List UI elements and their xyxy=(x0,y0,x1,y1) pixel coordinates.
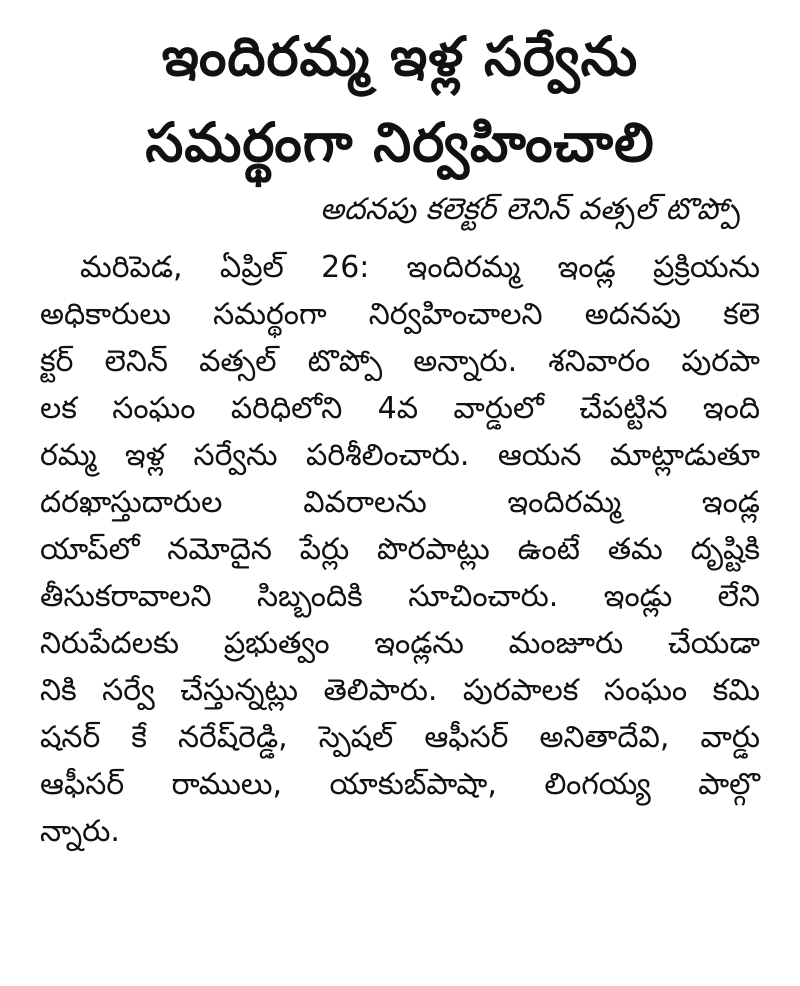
headline xyxy=(40,14,760,186)
body-line: ఆఫీసర్ రాములు, యాకుబ్‌పాషా, లింగయ్య పాల్గొ xyxy=(40,767,760,802)
body-line: రమ్మ ఇళ్ల సర్వేను పరిశీలించారు. ఆయన మాట్లాడుతూ xyxy=(40,438,760,473)
body-line: క్టర్ లెనిన్ వత్సల్ టొప్పో అన్నారు. శనివారం పురపా xyxy=(40,344,760,379)
body-line: దరఖాస్తుదారుల వివరాలను ఇందిరమ్మ ఇండ్ల xyxy=(40,485,760,520)
body-line: న్నారు. xyxy=(40,814,120,849)
body-line: నిరుపేదలకు ప్రభుత్వం ఇండ్లను మంజూరు చేయడా xyxy=(40,626,760,661)
body-line: అధికారులు సమర్థంగా నిర్వహించాలని అదనపు కలె xyxy=(40,297,760,332)
body-line: షనర్ కే నరేష్‌రెడ్డి, స్పెషల్ ఆఫీసర్ అనితాదేవి, వార్డు xyxy=(40,720,760,755)
body-line: యాప్‌లో నమోదైన పేర్లు పొరపాట్లు ఉంటే తమ దృష్టికి xyxy=(40,532,760,567)
article-body xyxy=(40,244,760,855)
body-line: లక సంఘం పరిధిలోని 4వ వార్డులో చేపట్టిన ఇంది xyxy=(40,391,760,426)
body-line: నికి సర్వే చేస్తున్నట్లు తెలిపారు. పురపాలక సంఘం కమి xyxy=(40,673,760,708)
body-line: తీసుకరావాలని సిబ్బందికి సూచించారు. ఇండ్లు లేని xyxy=(40,579,760,614)
headline-line-1: ఇందిరమ్మ ఇళ్ల సర్వేను xyxy=(161,25,639,88)
byline: అదనపు కలెక్టర్ లెనిన్ వత్సల్ టొప్పో xyxy=(319,192,740,227)
headline-line-2: సమర్థంగా నిర్వహించాలి xyxy=(145,111,655,174)
body-line: మరిపెడ, ఏప్రిల్ 26: ఇందిరమ్మ ఇండ్ల ప్రక్రియను xyxy=(80,250,760,285)
